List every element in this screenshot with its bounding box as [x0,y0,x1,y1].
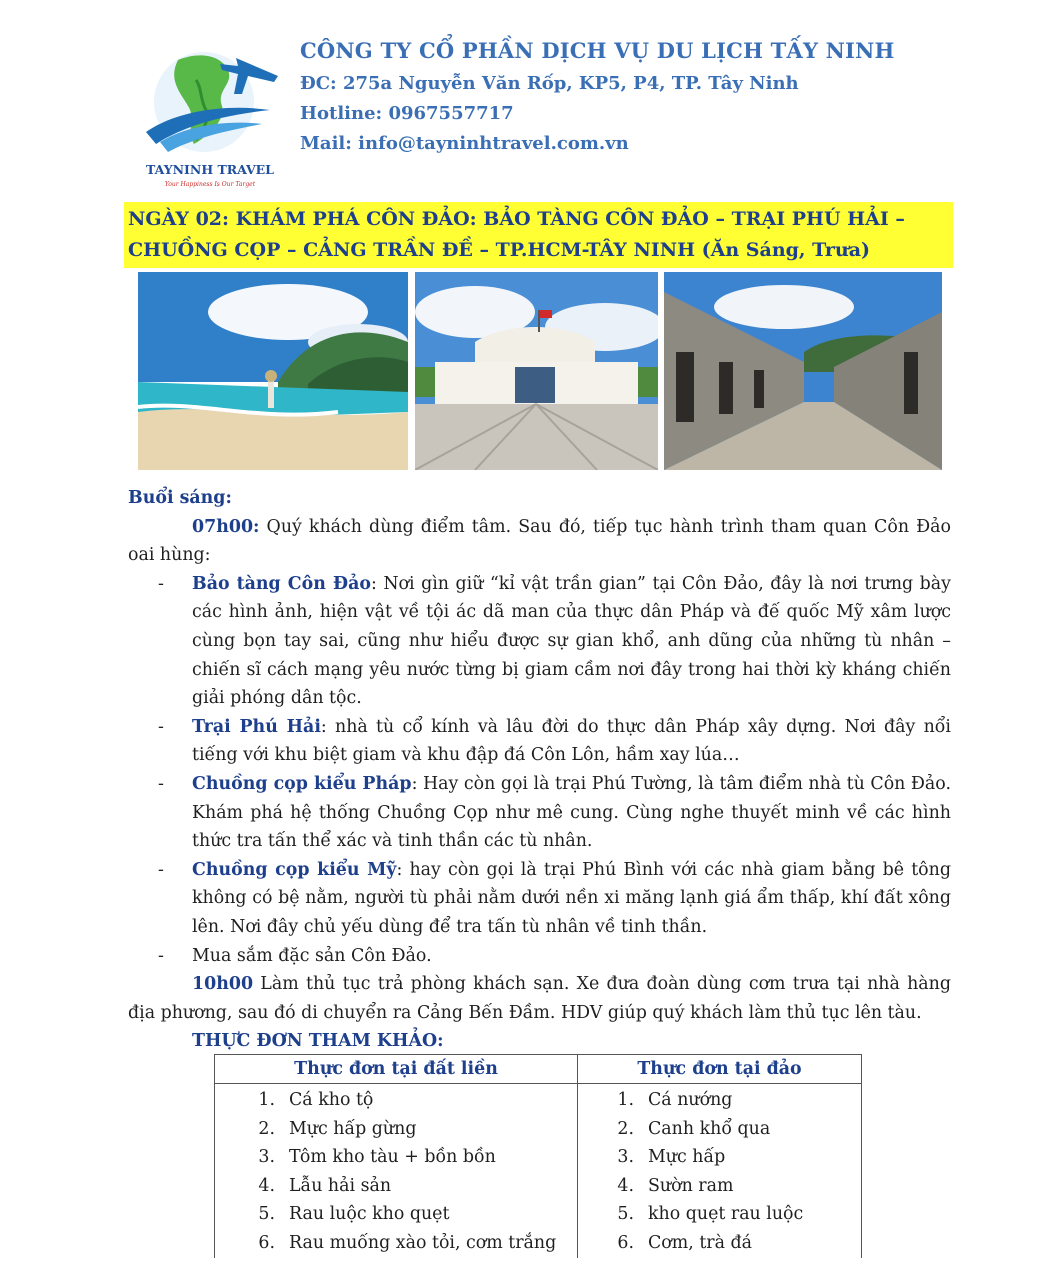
list-item: 4. Lẫu hải sản [258,1175,392,1196]
menu-title: THỰC ĐƠN THAM KHẢO: [192,1031,444,1052]
company-mail: Mail: info@tayninhtravel.com.vn [300,133,629,154]
list-item [128,770,951,856]
list-item: 6. Rau muống xào tỏi, cơm trắng [258,1232,557,1253]
checkout-time: 10h00 [192,974,254,995]
list-item: 3. Tôm kho tàu + bồn bồn [258,1147,496,1168]
bullet-dash: - [158,945,164,966]
checkout-paragraph [128,970,951,1027]
bullet-dash: - [158,573,164,594]
list-item [128,713,951,770]
logo-slogan: Your Happiness Is Our Target [164,181,256,188]
museum-photo [415,272,658,470]
item-title: Chuồng cọp kiểu Mỹ [192,859,397,880]
itinerary-content [128,484,951,1056]
mainland-menu-header: Thực đơn tại đất liền [215,1055,578,1084]
list-item [128,942,951,971]
list-item: 1. Cá nướng [617,1090,733,1110]
morning-title: Buổi sáng: [128,488,232,508]
beach-photo [138,272,408,470]
logo-text: TAYNINH TRAVEL [146,162,274,177]
mainland-menu-cell [215,1084,578,1258]
item-text: Mua sắm đặc sản Côn Đảo. [192,945,432,966]
item-text: : Nơi gìn giữ “kỉ vật trần gian” tại Côn Đảo, đây là nơi trưng bày các hình ảnh, hiện vật về tội ác dã man của thực dân Pháp và đế quốc Mỹ xâm lược cùng bọn tay sai, cũng như hiểu được sự gian khổ, anh dũng của những tù nhân – chiến sĩ cách mạng yêu nước từng bị giam cầm nơi đây trong hai thời kỳ kháng chiến giải phóng dân tộc. [192,573,951,709]
list-item: 3. Mực hấp [617,1147,726,1168]
bullet-dash: - [158,859,164,880]
item-text: : nhà tù cổ kính và lâu đời do thực dân Pháp xây dựng. Nơi đây nổi tiếng với khu biệt giam và khu đập đá Côn Lôn, hầm xay lúa… [192,716,951,766]
island-menu-cell [578,1084,862,1258]
intro-time: 07h00: [192,516,260,537]
company-info [300,38,895,163]
list-item: 6. Cơm, trà đá [617,1232,753,1253]
globe-plane-icon [138,40,283,190]
list-item: 1. Cá kho tộ [258,1090,374,1110]
item-text: : Hay còn gọi là trại Phú Tường, là tâm điểm nhà tù Côn Đảo. Khám phá hệ thống Chuồng Cọp như mê cung. Cùng nghe thuyết minh về các hình thức tra tấn thể xác và tinh thần các tù nhân. [192,773,951,852]
menu-table [214,1054,862,1258]
morning-intro [128,513,951,570]
item-title: Trại Phú Hải [192,716,321,737]
intro-text: Quý khách dùng điểm tâm. Sau đó, tiếp tục hành trình tham quan Côn Đảo oai hùng: [128,516,951,566]
list-item: 2. Canh khổ qua [617,1118,771,1139]
company-hotline: Hotline: 0967557717 [300,103,514,124]
item-title: Chuồng cọp kiểu Pháp [192,773,412,794]
day-title-banner: NGÀY 02: KHÁM PHÁ CÔN ĐẢO: BẢO TÀNG CÔN ĐẢO – TRẠI PHÚ HẢI – CHUỒNG CỌP – CẢNG TRẦN ĐỀ – TP.HCM-TÂY NINH (Ăn Sáng, Trưa) [124,202,953,268]
item-text: : hay còn gọi là trại Phú Bình với các nhà giam bằng bê tông không có bệ nằm, người tù phải nằm dưới nền xi măng lạnh giá ẩm thấp, khí đất xông lên. Nơi đây chủ yếu dùng để tra tấn tù nhân về tinh thần. [192,859,951,937]
bullet-dash: - [158,716,164,737]
list-item: 2. Mực hấp gừng [258,1118,417,1139]
company-name: CÔNG TY CỔ PHẦN DỊCH VỤ DU LỊCH TẤY NINH [300,38,895,63]
list-item [128,570,951,713]
bullet-dash: - [158,773,164,794]
checkout-text: Làm thủ tục trả phòng khách sạn. Xe đưa đoàn dùng cơm trưa tại nhà hàng địa phương, sau đó di chuyển ra Cảng Bến Đầm. HDV giúp quý khách làm thủ tục lên tàu. [128,974,951,1023]
island-menu-header: Thực đơn tại đảo [578,1055,862,1084]
company-logo [138,40,283,190]
list-item: 4. Sườn ram [617,1175,734,1196]
activity-list [128,570,951,970]
item-title: Bảo tàng Côn Đảo [192,573,371,594]
prison-photo [664,272,942,470]
company-address: ĐC: 275a Nguyễn Văn Rốp, KP5, P4, TP. Tây Ninh [300,73,799,94]
list-item: 5. Rau luộc kho quẹt [258,1204,450,1225]
list-item [128,856,951,942]
list-item: 5. kho quẹt rau luộc [617,1204,804,1225]
